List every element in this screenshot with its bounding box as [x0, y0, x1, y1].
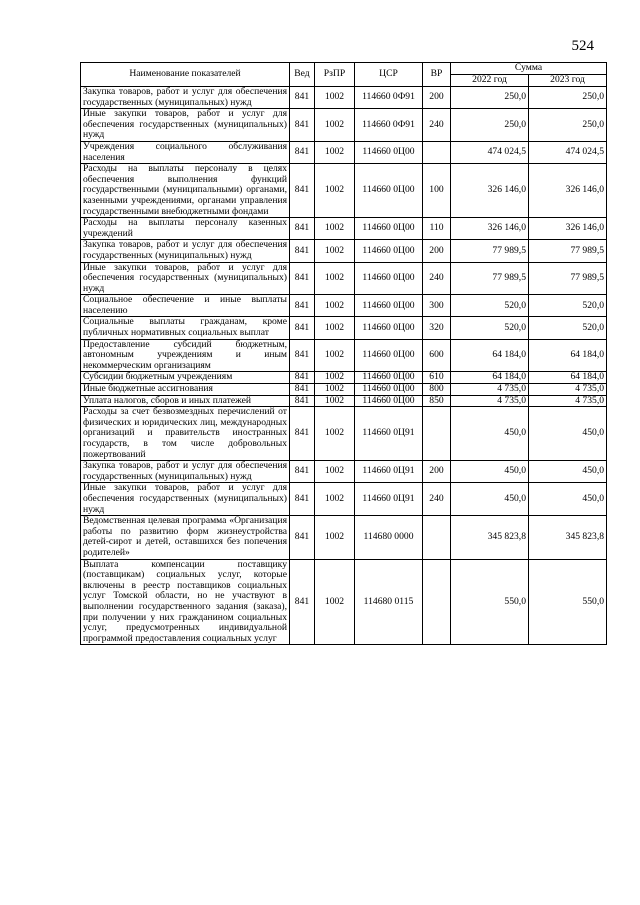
- row-vr-cell: 200: [423, 461, 451, 483]
- row-2022-cell: 77 989,5: [451, 240, 529, 262]
- row-vr-cell: 610: [423, 372, 451, 384]
- row-2022-cell: 77 989,5: [451, 262, 529, 295]
- row-ved-cell: 841: [290, 461, 315, 483]
- row-rzpr-cell: 1002: [315, 384, 355, 396]
- row-name-cell: Иные бюджетные ассигнования: [81, 384, 290, 396]
- row-csr-cell: 114660 0Ц00: [355, 372, 423, 384]
- row-vr-cell: 200: [423, 240, 451, 262]
- row-2023-cell: 450,0: [529, 461, 607, 483]
- row-ved-cell: 841: [290, 372, 315, 384]
- budget-table: [80, 62, 607, 645]
- row-name-cell: Социальное обеспечение и иные выплаты населению: [81, 295, 290, 317]
- row-rzpr-cell: 1002: [315, 372, 355, 384]
- header-vr: ВР: [423, 63, 451, 87]
- row-2023-cell: 4 735,0: [529, 395, 607, 407]
- row-2023-cell: 345 823,8: [529, 516, 607, 559]
- row-name-cell: Иные закупки товаров, работ и услуг для обеспечения государственных (муниципальных) нужд: [81, 483, 290, 516]
- table-row: [81, 141, 607, 163]
- row-2022-cell: 550,0: [451, 559, 529, 645]
- header-ved: Вед: [290, 63, 315, 87]
- header-csr: ЦСР: [355, 63, 423, 87]
- table-row: [81, 240, 607, 262]
- row-csr-cell: 114660 0Ц00: [355, 384, 423, 396]
- row-name-cell: Расходы за счет безвозмездных перечислений от физических и юридических лиц, международных организаций и правительств иностранных государств, в том числе добровольных пожертвований: [81, 407, 290, 461]
- row-rzpr-cell: 1002: [315, 141, 355, 163]
- row-rzpr-cell: 1002: [315, 317, 355, 339]
- row-rzpr-cell: 1002: [315, 516, 355, 559]
- row-ved-cell: 841: [290, 339, 315, 372]
- table-row: [81, 262, 607, 295]
- row-csr-cell: 114660 0Ц00: [355, 218, 423, 240]
- row-ved-cell: 841: [290, 559, 315, 645]
- row-csr-cell: 114660 0Ц00: [355, 164, 423, 218]
- row-rzpr-cell: 1002: [315, 87, 355, 109]
- header-sum: Сумма: [451, 63, 607, 75]
- row-csr-cell: 114660 0Ц00: [355, 295, 423, 317]
- table-row: [81, 407, 607, 461]
- table-row: [81, 87, 607, 109]
- row-ved-cell: 841: [290, 384, 315, 396]
- row-vr-cell: 240: [423, 109, 451, 142]
- row-2022-cell: 450,0: [451, 461, 529, 483]
- row-2023-cell: 77 989,5: [529, 240, 607, 262]
- row-name-cell: Социальные выплаты гражданам, кроме публичных нормативных социальных выплат: [81, 317, 290, 339]
- table-body: [81, 87, 607, 645]
- row-ved-cell: 841: [290, 109, 315, 142]
- table-row: [81, 109, 607, 142]
- row-vr-cell: 300: [423, 295, 451, 317]
- row-csr-cell: 114660 0Ц00: [355, 395, 423, 407]
- row-ved-cell: 841: [290, 395, 315, 407]
- row-2023-cell: 550,0: [529, 559, 607, 645]
- row-name-cell: Субсидии бюджетным учреждениям: [81, 372, 290, 384]
- row-rzpr-cell: 1002: [315, 395, 355, 407]
- row-rzpr-cell: 1002: [315, 295, 355, 317]
- row-name-cell: Закупка товаров, работ и услуг для обеспечения государственных (муниципальных) нужд: [81, 461, 290, 483]
- row-2022-cell: 64 184,0: [451, 372, 529, 384]
- row-2023-cell: 64 184,0: [529, 372, 607, 384]
- row-vr-cell: 200: [423, 87, 451, 109]
- header-name: Наименование показателей: [81, 63, 290, 87]
- row-name-cell: Закупка товаров, работ и услуг для обеспечения государственных (муниципальных) нужд: [81, 87, 290, 109]
- table-row: [81, 483, 607, 516]
- row-rzpr-cell: 1002: [315, 164, 355, 218]
- row-rzpr-cell: 1002: [315, 339, 355, 372]
- row-rzpr-cell: 1002: [315, 240, 355, 262]
- row-vr-cell: 800: [423, 384, 451, 396]
- row-ved-cell: 841: [290, 87, 315, 109]
- row-csr-cell: 114680 0115: [355, 559, 423, 645]
- row-rzpr-cell: 1002: [315, 218, 355, 240]
- row-2023-cell: 450,0: [529, 483, 607, 516]
- row-csr-cell: 114660 0Ц91: [355, 407, 423, 461]
- row-ved-cell: 841: [290, 240, 315, 262]
- page-number: 524: [571, 38, 594, 54]
- row-csr-cell: 114660 0Ф91: [355, 87, 423, 109]
- row-name-cell: Выплата компенсации поставщику (поставщикам) социальных услуг, которые включены в реестр поставщиков социальных услуг Томской области, но не участвуют в выполнении государственного задания (заказа), при получении у них гражданином социальных услуг, предусмотренных индивидуальной программой предоставления социальных услуг: [81, 559, 290, 645]
- row-name-cell: Уплата налогов, сборов и иных платежей: [81, 395, 290, 407]
- row-2022-cell: 450,0: [451, 483, 529, 516]
- row-ved-cell: 841: [290, 141, 315, 163]
- row-name-cell: Предоставление субсидий бюджетным, автономным учреждениям и иным некоммерческим организациям: [81, 339, 290, 372]
- row-2023-cell: 77 989,5: [529, 262, 607, 295]
- row-ved-cell: 841: [290, 218, 315, 240]
- row-2023-cell: 520,0: [529, 295, 607, 317]
- table-row: [81, 339, 607, 372]
- row-2022-cell: 326 146,0: [451, 218, 529, 240]
- row-csr-cell: 114660 0Ц00: [355, 262, 423, 295]
- row-name-cell: Иные закупки товаров, работ и услуг для обеспечения государственных (муниципальных) нужд: [81, 109, 290, 142]
- row-ved-cell: 841: [290, 317, 315, 339]
- row-2023-cell: 250,0: [529, 109, 607, 142]
- header-year-2022: 2022 год: [451, 75, 529, 87]
- row-rzpr-cell: 1002: [315, 559, 355, 645]
- row-2023-cell: 250,0: [529, 87, 607, 109]
- table-header: [81, 63, 607, 87]
- table-row: [81, 372, 607, 384]
- row-2023-cell: 326 146,0: [529, 218, 607, 240]
- row-name-cell: Закупка товаров, работ и услуг для обеспечения государственных (муниципальных) нужд: [81, 240, 290, 262]
- row-csr-cell: 114660 0Ц91: [355, 483, 423, 516]
- row-vr-cell: 110: [423, 218, 451, 240]
- header-year-2023: 2023 год: [529, 75, 607, 87]
- row-2022-cell: 450,0: [451, 407, 529, 461]
- row-csr-cell: 114660 0Ц00: [355, 317, 423, 339]
- row-vr-cell: [423, 516, 451, 559]
- row-ved-cell: 841: [290, 407, 315, 461]
- row-rzpr-cell: 1002: [315, 407, 355, 461]
- row-csr-cell: 114660 0Ц00: [355, 141, 423, 163]
- row-ved-cell: 841: [290, 164, 315, 218]
- row-vr-cell: 240: [423, 262, 451, 295]
- row-ved-cell: 841: [290, 262, 315, 295]
- row-2023-cell: 4 735,0: [529, 384, 607, 396]
- row-2022-cell: 520,0: [451, 317, 529, 339]
- table-row: [81, 516, 607, 559]
- row-2023-cell: 450,0: [529, 407, 607, 461]
- row-vr-cell: [423, 559, 451, 645]
- row-2023-cell: 326 146,0: [529, 164, 607, 218]
- header-rzpr: РзПР: [315, 63, 355, 87]
- row-vr-cell: [423, 407, 451, 461]
- row-2022-cell: 520,0: [451, 295, 529, 317]
- row-vr-cell: 600: [423, 339, 451, 372]
- row-vr-cell: 850: [423, 395, 451, 407]
- row-vr-cell: 100: [423, 164, 451, 218]
- row-2022-cell: 64 184,0: [451, 339, 529, 372]
- row-vr-cell: 320: [423, 317, 451, 339]
- row-vr-cell: 240: [423, 483, 451, 516]
- row-2022-cell: 326 146,0: [451, 164, 529, 218]
- row-2022-cell: 250,0: [451, 87, 529, 109]
- row-csr-cell: 114660 0Ц00: [355, 339, 423, 372]
- row-2023-cell: 474 024,5: [529, 141, 607, 163]
- row-name-cell: Расходы на выплаты персоналу казенных учреждений: [81, 218, 290, 240]
- table-row: [81, 384, 607, 396]
- row-rzpr-cell: 1002: [315, 262, 355, 295]
- table-row: [81, 395, 607, 407]
- row-ved-cell: 841: [290, 516, 315, 559]
- row-2023-cell: 520,0: [529, 317, 607, 339]
- table-row: [81, 295, 607, 317]
- row-2022-cell: 474 024,5: [451, 141, 529, 163]
- table-row: [81, 317, 607, 339]
- row-vr-cell: [423, 141, 451, 163]
- row-2022-cell: 4 735,0: [451, 395, 529, 407]
- row-rzpr-cell: 1002: [315, 483, 355, 516]
- table-row: [81, 164, 607, 218]
- table-row: [81, 218, 607, 240]
- row-name-cell: Ведомственная целевая программа «Организация работы по развитию форм жизнеустройства детей-сирот и детей, оставшихся без попечения родителей»: [81, 516, 290, 559]
- row-rzpr-cell: 1002: [315, 461, 355, 483]
- row-csr-cell: 114680 0000: [355, 516, 423, 559]
- row-2022-cell: 250,0: [451, 109, 529, 142]
- row-rzpr-cell: 1002: [315, 109, 355, 142]
- row-csr-cell: 114660 0Ц00: [355, 240, 423, 262]
- row-2023-cell: 64 184,0: [529, 339, 607, 372]
- row-ved-cell: 841: [290, 483, 315, 516]
- row-name-cell: Иные закупки товаров, работ и услуг для обеспечения государственных (муниципальных) нужд: [81, 262, 290, 295]
- row-csr-cell: 114660 0Ц91: [355, 461, 423, 483]
- row-name-cell: Расходы на выплаты персоналу в целях обеспечения выполнения функций государственными (муниципальными) органами, казенными учреждениями, органами управления государственными внебюджетными фондами: [81, 164, 290, 218]
- row-2022-cell: 345 823,8: [451, 516, 529, 559]
- table-row: [81, 461, 607, 483]
- table-row: [81, 559, 607, 645]
- row-name-cell: Учреждения социального обслуживания населения: [81, 141, 290, 163]
- row-csr-cell: 114660 0Ф91: [355, 109, 423, 142]
- row-2022-cell: 4 735,0: [451, 384, 529, 396]
- row-ved-cell: 841: [290, 295, 315, 317]
